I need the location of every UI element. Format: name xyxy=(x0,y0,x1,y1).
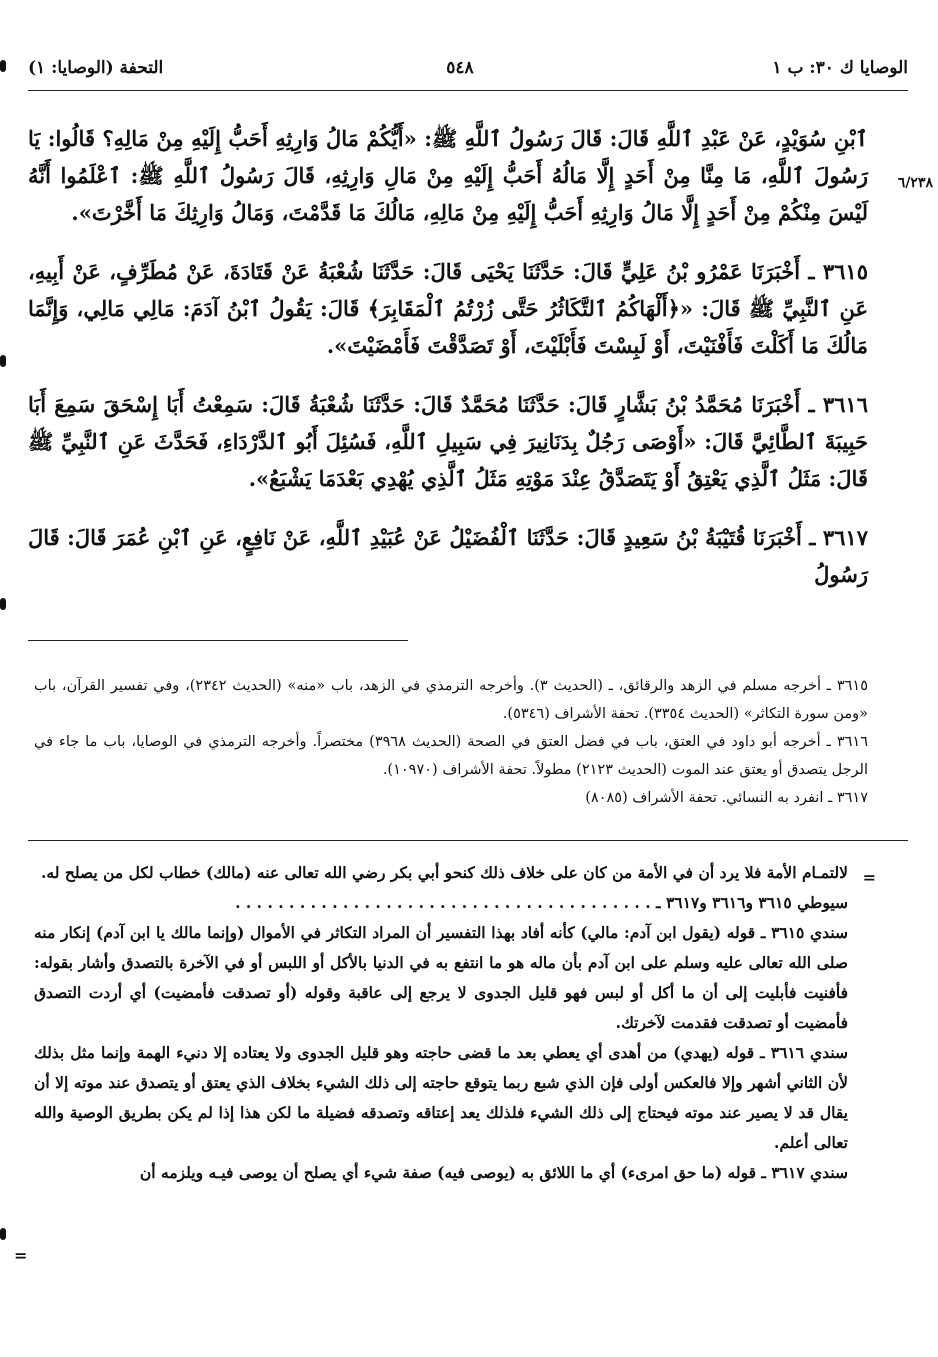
page-number: ٥٤٨ xyxy=(446,58,474,78)
hadith-3616: ٣٦١٦ ـ أَخْبَرَنَا مُحَمَّدُ بْنُ بَشَّارٍ قَالَ: حَدَّثَنَا مُحَمَّدٌ قَالَ: حَدَّثَنَا شُعْبَةُ قَالَ: سَمِعْتُ أَبَا إِسْحَقَ سَمِعَ أَبَا حَبِيبَةَ ٱلطَّائِيَّ قَالَ: «أَوْصَى رَجُلٌ بِدَنَانِيرَ فِي سَبِيلِ ٱللَّهِ، فَسُئِلَ أَبُو ٱلدَّرْدَاءِ، فَحَدَّثَ عَنِ ٱلنَّبِيِّ ﷺ قَالَ: مَثَلُ ٱلَّذِي يَعْتِقُ أَوْ يَتَصَدَّقُ عِنْدَ مَوْتِهِ مَثَلُ ٱلَّذِي يُهْدِي بَعْدَمَا يَشْبَعُ». xyxy=(28,392,868,491)
commentary-sindi-3617: سندي ٣٦١٧ ـ قوله (ما حق امرىء) أي ما اللائق به (يوصى فيه) صفة شيء أي يصلح أن يوصى فيـه ويلزمه أن xyxy=(139,1163,848,1182)
takhrij-footnotes xyxy=(34,672,868,812)
scan-mark xyxy=(0,1228,6,1240)
scan-mark xyxy=(0,60,6,72)
header-rule xyxy=(28,90,908,91)
continuation-mark: = xyxy=(862,868,876,887)
hadith-3617: ٣٦١٧ ـ أَخْبَرَنَا قُتَيْبَةُ بْنُ سَعِيدٍ قَالَ: حَدَّثَنَا ٱلْفُضَيْلُ عَنْ عُبَيْدِ ٱللَّهِ، عَنْ نَافِعٍ، عَنِ ٱبْنِ عُمَرَ قَالَ: قَالَ رَسُولُ xyxy=(28,525,868,587)
volume-page-reference: ٦/٢٣٨ xyxy=(897,175,933,191)
hadith-continuation: ٱبْنِ سُوَيْدٍ، عَنْ عَبْدِ ٱللَّهِ قَالَ: قَالَ رَسُولُ ٱللَّهِ ﷺ: «أَيُّكُمْ مَالُ وَارِثِهِ أَحَبُّ إِلَيْهِ مِنْ مَالِهِ؟ قَالُوا: يَا رَسُولَ ٱللَّهِ، مَا مِنَّا مِنْ أَحَدٍ إِلَّا مَالُهُ أَحَبُّ إِلَيْهِ مِنْ مَالِ وَارِثِهِ، قَالَ رَسُولُ ٱللَّهِ ﷺ: ٱعْلَمُوا أَنَّهُ لَيْسَ مِنْكُمْ مِنْ أَحَدٍ إِلَّا مَالُ وَارِثِهِ أَحَبُّ إِلَيْهِ مِنْ مَالِهِ، مَالُكَ مَا قَدَّمْتَ، وَمَالُ وَارِثِكَ مَا أَخَّرْتَ». xyxy=(28,126,868,225)
footnote-3615: ٣٦١٥ ـ أخرجه مسلم في الزهد والرقائق، ـ (الحديث ٣). وأخرجه الترمذي في الزهد، باب «منه» (الحديث ٢٣٤٢)، وفي تفسير القرآن، باب «ومن سورة التكاثر» (الحديث ٣٣٥٤). تحفة الأشراف (٥٣٤٦). xyxy=(34,678,868,722)
footnote-3616: ٣٦١٦ ـ أخرجه أبو داود في العتق، باب في فضل العتق في الصحة (الحديث ٣٩٦٨) مختصراً. وأخرجه الترمذي في الوصايا، باب ما جاء في الرجل يتصدق أو يعتق عند الموت (الحديث ٢١٢٣) مطولاً. تحفة الأشراف (١٠٩٧٠). xyxy=(34,734,868,778)
commentary-continuation: لالتمـام الأمة فلا يرد أن في الأمة من كان على خلاف ذلك كنحو أبي بكر رضي الله تعالى عنه (مالك) خطاب لكل من يصلح له. xyxy=(41,863,848,882)
hadith-3615: ٣٦١٥ ـ أَخْبَرَنَا عَمْرُو بْنُ عَلِيٍّ قَالَ: حَدَّثَنَا يَحْيَى قَالَ: حَدَّثَنَا شُعْبَةُ عَنْ قَتَادَةَ، عَنْ مُطَرِّفٍ، عَنْ أَبِيهِ، عَنِ ٱلنَّبِيِّ ﷺ قَالَ: «﴿أَلْهَاكُمُ ٱلتَّكَاثُرُ حَتَّى زُرْتُمُ ٱلْمَقَابِرَ﴾ قَالَ: يَقُولُ ٱبْنُ آدَمَ: مَالِي مَالِي، وَإِنَّمَا مَالُكَ مَا أَكَلْتَ فَأَفْنَيْتَ، أَوْ لَبِسْتَ فَأَبْلَيْتَ، أَوْ تَصَدَّقْتَ فَأَمْضَيْتَ». xyxy=(28,259,868,358)
footnote-separator xyxy=(28,640,408,641)
continuation-mark-bottom: = xyxy=(14,1246,28,1265)
running-header-right: الوصايا ك ٣٠: ب ١ xyxy=(772,58,908,78)
commentary-rule xyxy=(28,840,908,841)
running-header-left: التحفة (الوصايا: ١) xyxy=(28,58,164,78)
scan-mark xyxy=(0,598,6,610)
commentary-suyuti: سيوطي ٣٦١٥ و٣٦١٦ و٣٦١٧ ـ . . . . . . . . . . . . . . . . . . . . . . . . . . . . . . . . . . . . . . . xyxy=(235,893,848,912)
footnote-3617: ٣٦١٧ ـ انفرد به النسائي. تحفة الأشراف (٨٠٨٥) xyxy=(585,790,868,806)
commentary xyxy=(34,858,848,1188)
commentary-sindi-3615: سندي ٣٦١٥ ـ قوله (يقول ابن آدم: مالي) كأنه أفاد بهذا التفسير أن المراد التكاثر في الأموال (وإنما مالك يا ابن آدم) إنكار منه صلى الله تعالى عليه وسلم على ابن آدم بأن ماله هو ما انتفع به في الدنيا بالأكل أو اللبس أو في الآخرة بالتصدق وأشار بقوله: فأفنيت فأبليت إلى أن ما أكل أو لبس فهو قليل الجدوى لا يرجع إلى عاقبة وقوله (أو تصدقت فأمضيت) أي أردت التصدق فأمضيت أو تصدقت فقدمت لآخرتك. xyxy=(34,923,848,1032)
hadith-text xyxy=(28,120,868,593)
commentary-sindi-3616: سندي ٣٦١٦ ـ قوله (يهدي) من أهدى أي يعطي بعد ما قضى حاجته وهو قليل الجدوى ولا يعتاده إلا دنيء الهمة وإنما مثل بذلك لأن الثاني أشهر وإلا فالعكس أولى فإن الذي شبع ربما يتوقع حاجته إلى ذلك الشيء بخلاف الذي يعتق أو يتصدق عند موته إلا أن يقال قد لا يصير عند موته فيحتاج إلى ذلك الشيء فلذلك يعد إعتاقه وتصدقه فضيلة ما لكن هذا إذا لم يكن بطريق الوصية والله تعالى أعلم. xyxy=(34,1043,848,1152)
scan-mark xyxy=(0,355,6,367)
